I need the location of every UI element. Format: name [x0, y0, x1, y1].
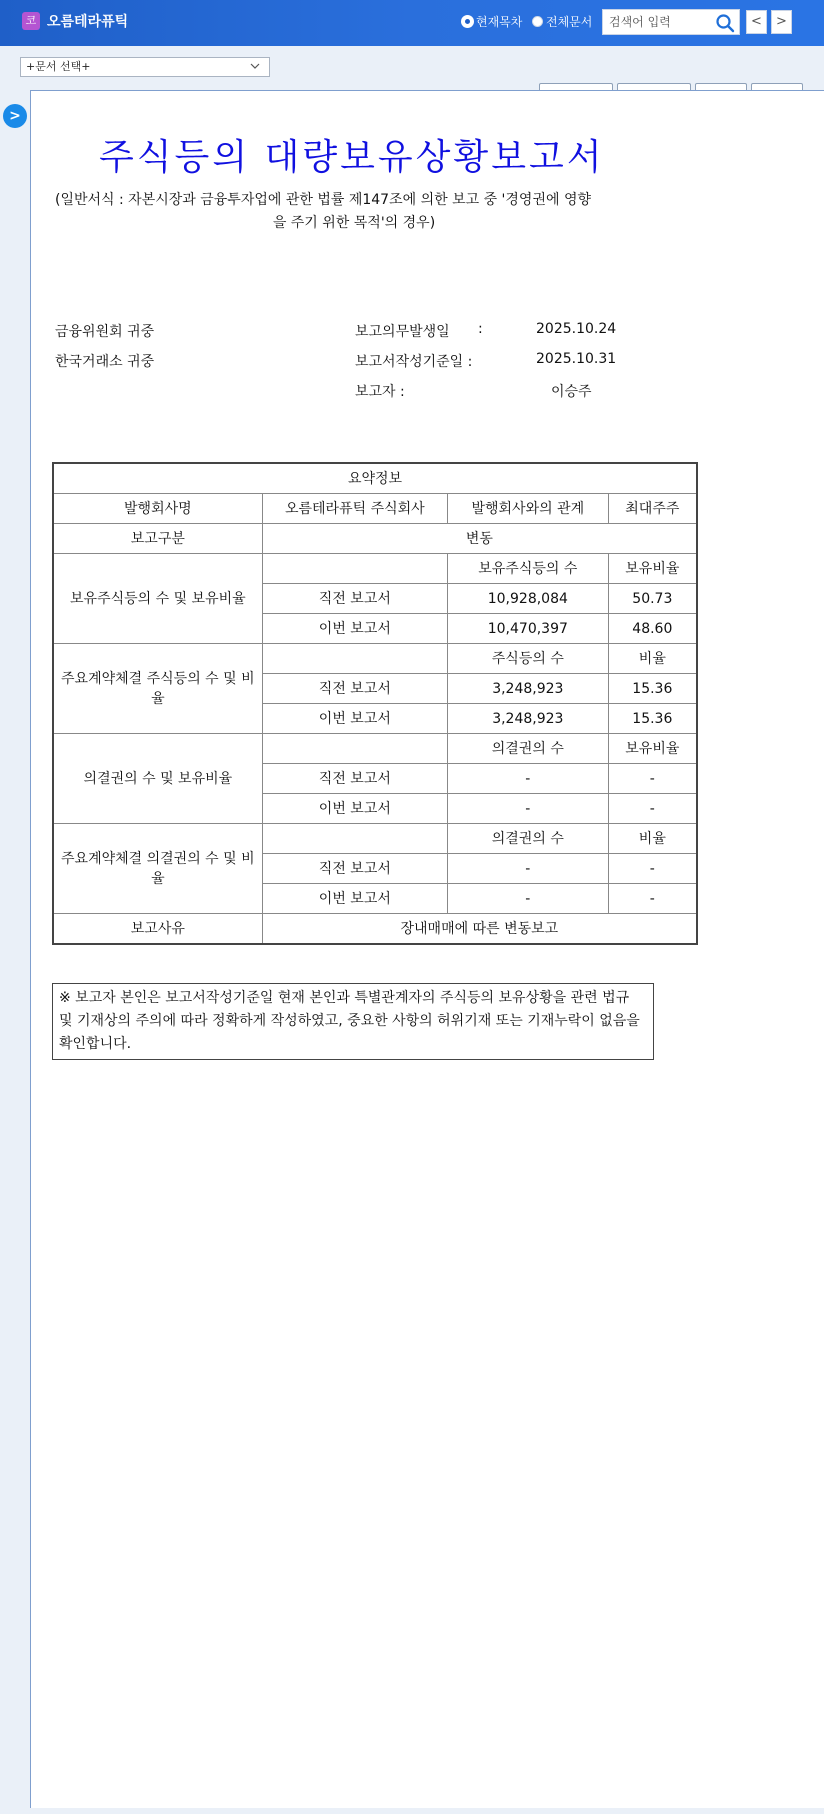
column-header: 보유주식등의 수: [447, 554, 608, 584]
document-subtitle: [55, 189, 653, 235]
table-row: [53, 524, 697, 554]
table-cell: -: [447, 764, 608, 794]
this-report-label: 이번 보고서: [262, 704, 447, 734]
search-box: [602, 9, 740, 35]
column-header: 보유비율: [608, 554, 697, 584]
document-select[interactable]: [20, 57, 270, 77]
column-header: 의결권의 수: [447, 734, 608, 764]
addressee-krx: 한국거래소 귀중: [55, 354, 155, 370]
search-input[interactable]: [609, 13, 709, 31]
reporter-name: 이승주: [551, 384, 592, 400]
table-cell: -: [608, 764, 697, 794]
base-date-value: 2025.10.31: [536, 351, 617, 367]
this-report-label: 이번 보고서: [262, 614, 447, 644]
prev-result-button[interactable]: <: [746, 10, 767, 34]
scope-all-label: 전체문서: [546, 15, 593, 29]
empty-cell: [262, 734, 447, 764]
report-type-value: 변동: [262, 524, 697, 554]
table-row: [53, 554, 697, 584]
document-select-value: +문서 선택+: [26, 60, 91, 73]
column-header: 주식등의 수: [447, 644, 608, 674]
next-result-button[interactable]: >: [771, 10, 792, 34]
duty-date-colon: :: [478, 321, 483, 337]
table-row: [53, 734, 697, 764]
table-row: [53, 644, 697, 674]
table-cell: 50.73: [608, 584, 697, 614]
table-cell: -: [608, 884, 697, 914]
column-header: 비율: [608, 644, 697, 674]
section-label: 주요계약체결 주식등의 수 및 비율: [53, 644, 262, 734]
table-row: [53, 824, 697, 854]
table-cell: -: [447, 854, 608, 884]
company-name[interactable]: 오름테라퓨틱: [47, 14, 129, 30]
reason-label: 보고사유: [53, 914, 262, 945]
section-label: 보유주식등의 수 및 보유비율: [53, 554, 262, 644]
scope-current-label: 현재목차: [476, 15, 523, 29]
bottom-strip: [0, 1808, 824, 1814]
table-cell: -: [447, 794, 608, 824]
column-header: 의결권의 수: [447, 824, 608, 854]
prev-report-label: 직전 보고서: [262, 674, 447, 704]
table-cell: 3,248,923: [447, 704, 608, 734]
sidebar-toggle-button[interactable]: >: [3, 104, 27, 128]
table-cell: 15.36: [608, 704, 697, 734]
table-cell: -: [608, 854, 697, 884]
prev-report-label: 직전 보고서: [262, 584, 447, 614]
empty-cell: [262, 824, 447, 854]
document-title: 주식등의 대량보유상황보고서: [99, 137, 605, 178]
scope-all-radio[interactable]: [532, 16, 543, 27]
table-cell: -: [447, 884, 608, 914]
table-cell: -: [608, 794, 697, 824]
scope-all-docs[interactable]: [532, 13, 592, 30]
table-row: [53, 494, 697, 524]
summary-table: [52, 462, 698, 945]
brand: [22, 11, 128, 31]
report-type-label: 보고구분: [53, 524, 262, 554]
table-cell: 3,248,923: [447, 674, 608, 704]
empty-cell: [262, 554, 447, 584]
relation-label: 발행회사와의 관계: [447, 494, 608, 524]
reason-value: 장내매매에 따른 변동보고: [262, 914, 697, 945]
company-logo-icon: 코: [22, 12, 40, 30]
table-row: [53, 914, 697, 945]
reporter-label: 보고자 :: [355, 384, 405, 400]
duty-date-label: 보고의무발생일: [355, 324, 450, 340]
issuer-label: 발행회사명: [53, 494, 262, 524]
prev-report-label: 직전 보고서: [262, 854, 447, 884]
column-header: 보유비율: [608, 734, 697, 764]
scope-current-radio[interactable]: [462, 16, 473, 27]
chevron-down-icon: [250, 61, 260, 71]
empty-cell: [262, 644, 447, 674]
table-cell: 10,928,084: [447, 584, 608, 614]
this-report-label: 이번 보고서: [262, 884, 447, 914]
table-row: [53, 463, 697, 494]
this-report-label: 이번 보고서: [262, 794, 447, 824]
prev-report-label: 직전 보고서: [262, 764, 447, 794]
subtitle-line-2: 을 주기 위한 목적'의 경우): [272, 215, 436, 231]
table-cell: 48.60: [608, 614, 697, 644]
issuer-value: 오름테라퓨틱 주식회사: [262, 494, 447, 524]
base-date-label: 보고서작성기준일 :: [355, 354, 473, 370]
column-header: 비율: [608, 824, 697, 854]
confirmation-notice: ※ 보고자 본인은 보고서작성기준일 현재 본인과 특별관계자의 주식등의 보유상황을 관련 법규 및 기재상의 주의에 따라 정확하게 작성하였고, 중요한 사항의 허위기재 또는 기재누락이 없음을 확인합니다.: [52, 983, 654, 1060]
addressee-fsc: 금융위원회 귀중: [55, 324, 155, 340]
relation-value: 최대주주: [608, 494, 697, 524]
table-cell: 15.36: [608, 674, 697, 704]
table-cell: 10,470,397: [447, 614, 608, 644]
section-label: 주요계약체결 의결권의 수 및 비율: [53, 824, 262, 914]
duty-date-value: 2025.10.24: [536, 321, 617, 337]
table-caption: 요약정보: [53, 463, 697, 494]
subtitle-line-1: (일반서식 : 자본시장과 금융투자업에 관한 법률 제147조에 의한 보고 중 '경영권에 영향: [55, 192, 591, 208]
section-label: 의결권의 수 및 보유비율: [53, 734, 262, 824]
search-icon[interactable]: [715, 13, 735, 33]
scope-current-toc[interactable]: [462, 13, 522, 30]
top-header: [0, 0, 824, 46]
document-viewer: [30, 90, 824, 1809]
